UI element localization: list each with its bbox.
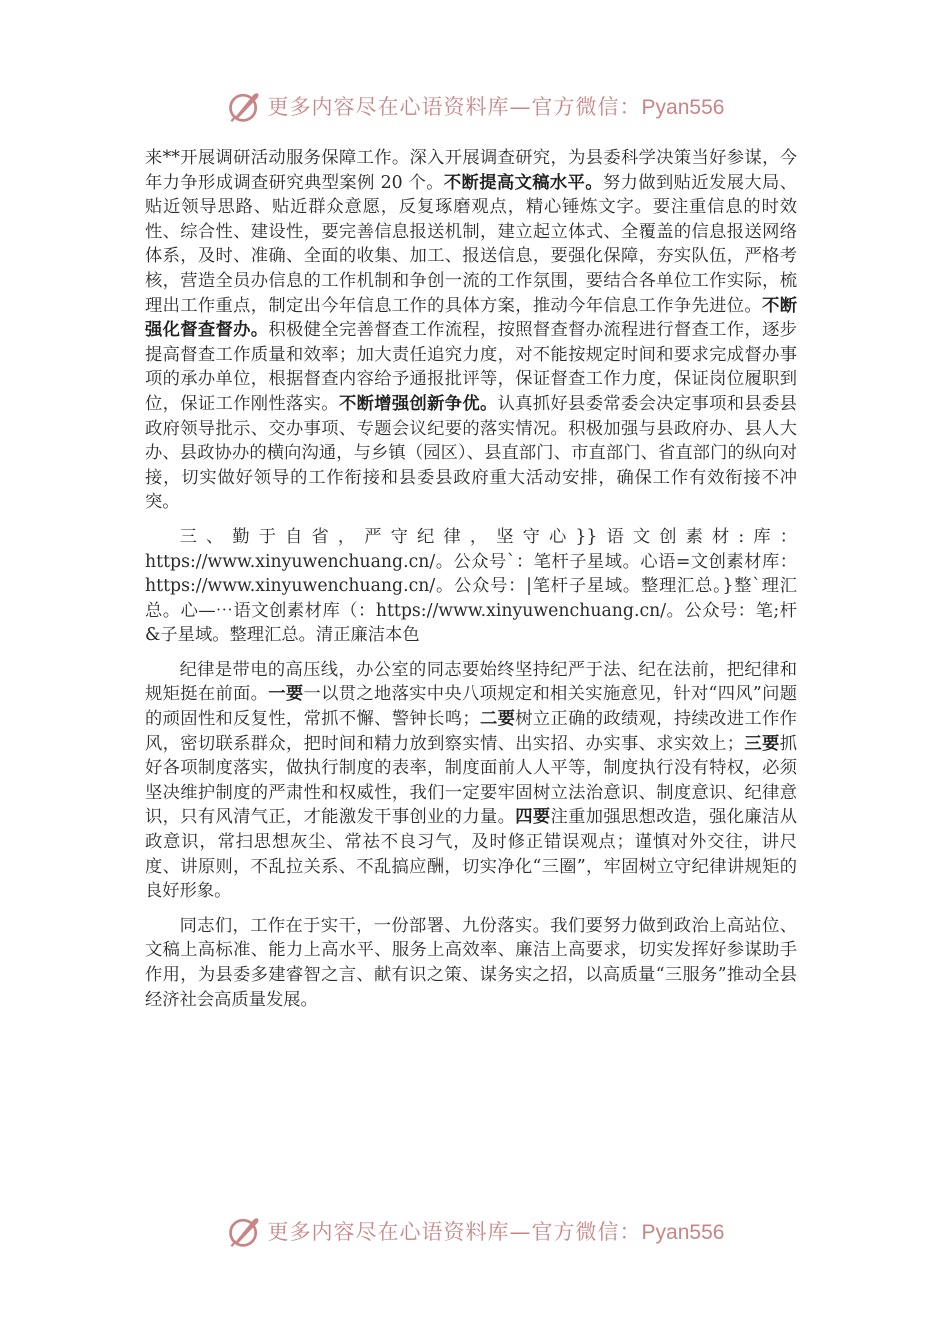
bold-keyword-one: 一要 <box>268 684 304 705</box>
quill-pen-logo-icon <box>226 1213 262 1249</box>
paragraph-text: 一以贯之地落实中央八项规定和相关实施意见，针对“四风”问题的顽固性和反复性，常抓不懈、警钟长鸣； <box>145 684 797 730</box>
bold-heading-supervision: 不断强化督查督办。 <box>145 295 797 341</box>
paragraph-discipline <box>145 658 797 904</box>
paragraph-text: 认真抓好县委常委会决定事项和县委县政府领导批示、交办事项、专题会议纪要的落实情况。积极加强与县政府办、县人大办、县政协办的横向沟通，与乡镇（园区）、县直部门、市直部门、省直部门的纵向对接，切实做好领导的工作衔接和县委县政府重大活动安排，确保工作有效衔接不冲突。 <box>145 393 797 513</box>
bold-keyword-four: 四要 <box>515 807 551 828</box>
footer-banner-label: 更多内容尽在心语资料库—官方微信： <box>267 1220 642 1244</box>
paragraph-text: 积极健全完善督查工作流程，按照督查督办流程进行督查工作，逐步提高督查工作质量和效率；加大责任追究力度，对不能按规定时间和要求完成督办事项的承办单位，根据督查内容给予通报批评等，保证督查工作力度，保证岗位履职到位，保证工作刚性落实。 <box>145 320 797 414</box>
paragraph-text: 努力做到贴近发展大局、贴近领导思路、贴近群众意愿，反复琢磨观点，精心锤炼文字。要注重信息的时效性、综合性、建设性，要完善信息报送机制，建立起立体式、全覆盖的信息报送网络体系，及时、准确、全面的收集、加工、报送信息，要强化保障，夯实队伍，严格考核，营造全员办信息的工作机制和争创一流的工作氛围，要结合各单位工作实际，梳理出工作重点，制定出今年信息工作的具体方案，推动今年信息工作争先进位。 <box>145 172 797 316</box>
paragraph-text: 树立正确的政绩观，持续改进工作作风，密切联系群众，把时间和精力放到察实情、出实招、办实事、求实效上； <box>145 709 797 754</box>
bold-heading-writing: 不断提高文稿水平。 <box>443 172 603 193</box>
header-banner-text <box>268 91 725 121</box>
section-three-heading <box>145 525 797 648</box>
bold-keyword-two: 二要 <box>479 709 516 730</box>
paragraph-text: 纪律是带电的高压线，办公室的同志要始终坚持纪严于法、纪在法前，把纪律和规矩挺在前面。 <box>145 659 797 705</box>
header-banner-label: 更多内容尽在心语资料库—官方微信： <box>267 95 642 119</box>
paragraph-work-items <box>145 146 797 515</box>
footer-banner <box>0 1209 950 1253</box>
bold-heading-innovation: 不断增强创新争优。 <box>338 393 498 414</box>
paragraph-text: 注重加强思想改造，强化廉洁从政意识，常扫思想灰尘、常祛不良习气，及时修正错误观点；谨慎对外交往，讲尺度、讲原则，不乱拉关系、不乱搞应酬，切实净化“三圈”，牢固树立守纪律讲规矩的良好形象。 <box>145 807 797 902</box>
paragraph-text: 抓好各项制度落实，做执行制度的表率，制度面前人人平等，制度执行没有特权，必须坚决维护制度的严肃性和权威性，我们一定要牢固树立法治意识、制度意识、纪律意识，只有风清气正，才能激发干事创业的力量。 <box>145 733 797 828</box>
footer-wechat-id: Pyan556 <box>641 1221 725 1244</box>
conclusion-text: 同志们，工作在于实干，一份部署、九份落实。我们要努力做到政治上高站位、文稿上高标准、能力上高水平、服务上高效率、廉洁上高要求，切实发挥好参谋助手作用，为县委多建睿智之言、献有识之策、谋务实之招，以高质量“三服务”推动全县经济社会高质量发展。 <box>145 915 797 1010</box>
section-three-text: 三、勤于自省，严守纪律，坚守心}}语文创素材:库：https://www.xinyuwenchuang.cn/。公众号`：笔杆子星域。心语=文创素材库：https://www.xinyuwenchuang.cn/。公众号：|笔杆子星域。整理汇总。}整`理汇总。心—⋯语文创素材库（：https://www.xinyuwenchuang.cn/。公众号：笔;杆&子星域。整理汇总。清正廉洁本色 <box>145 526 797 646</box>
footer-banner-text <box>268 1216 725 1246</box>
paragraph-conclusion <box>145 914 797 1012</box>
document-body <box>145 146 797 1022</box>
header-banner <box>0 84 950 128</box>
paragraph-text: 来**开展调研活动服务保障工作。深入开展调查研究，为县委科学决策当好参谋，今年力争形成调查研究典型案例 20 个。 <box>145 148 797 193</box>
header-wechat-id: Pyan556 <box>641 96 725 119</box>
bold-keyword-three: 三要 <box>744 733 780 754</box>
quill-pen-logo-icon <box>226 88 262 124</box>
